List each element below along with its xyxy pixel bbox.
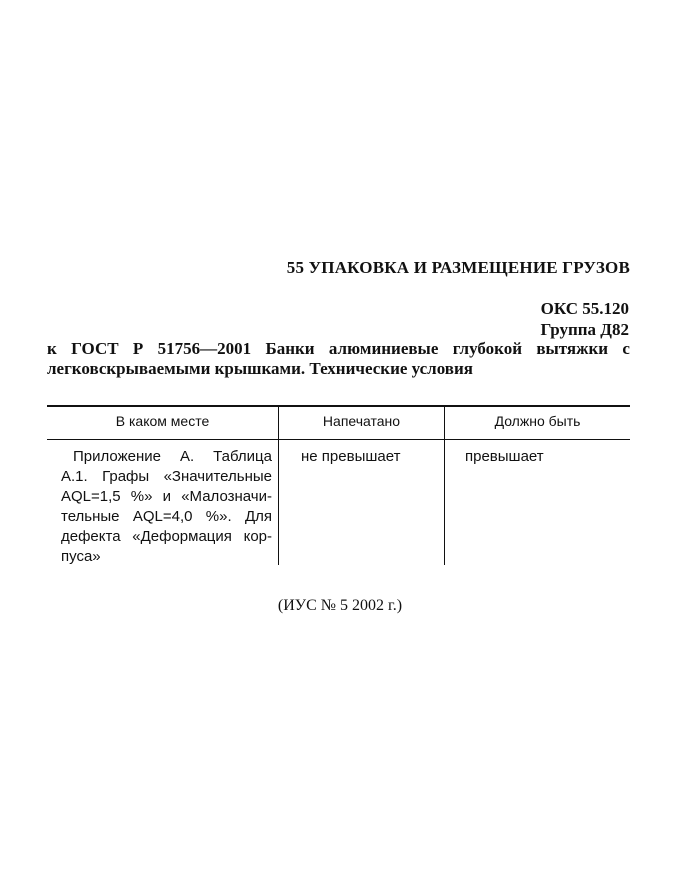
- title-word: глубокой: [452, 339, 523, 358]
- oks-code: ОКС 55.120: [540, 299, 629, 318]
- place-line: дефекта «Деформация кор-: [61, 528, 272, 545]
- place-line: AQL=1,5 %» и «Малозначи-: [61, 488, 272, 505]
- cell-place: [61, 447, 272, 567]
- table-top-rule: [47, 405, 630, 407]
- title-word: к: [47, 339, 57, 358]
- title-word: Банки: [265, 339, 315, 358]
- place-line: Приложение А. Таблица: [73, 448, 272, 465]
- amendment-table: [47, 405, 630, 565]
- column-header-printed: Напечатано: [322, 413, 401, 429]
- title-word: Р: [132, 339, 144, 358]
- group-code: Группа Д82: [540, 320, 629, 339]
- document-title-line-1: [47, 339, 630, 359]
- document-title-line-2: легковскрываемыми крышками. Технические условия: [47, 359, 473, 378]
- column-divider: [444, 405, 445, 565]
- title-word: алюминиевые: [328, 339, 439, 358]
- column-header-place: В каком месте: [115, 413, 210, 429]
- column-divider: [278, 405, 279, 565]
- place-line: пуса»: [61, 548, 101, 565]
- source-note: (ИУС № 5 2002 г.): [277, 597, 403, 614]
- table-header-rule: [47, 439, 630, 440]
- title-word: ГОСТ: [71, 339, 119, 358]
- title-word: вытяжки: [536, 339, 609, 358]
- column-header-should-be: Должно быть: [494, 413, 581, 429]
- document-title: [47, 339, 630, 379]
- title-word: 51756—2001: [157, 339, 252, 358]
- place-line: тельные AQL=4,0 %». Для: [61, 508, 272, 525]
- cell-printed: не превышает: [301, 448, 401, 465]
- place-line: А.1. Графы «Значительные: [61, 468, 272, 485]
- title-word: с: [622, 339, 630, 358]
- cell-should-be: превышает: [465, 448, 544, 465]
- section-heading: 55 УПАКОВКА И РАЗМЕЩЕНИЕ ГРУЗОВ: [286, 258, 630, 277]
